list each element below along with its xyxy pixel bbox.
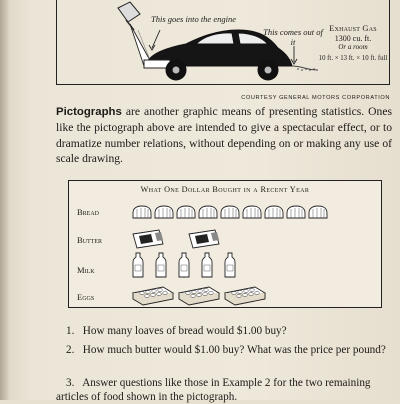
question-text: How many loaves of bread would $1.00 buy? xyxy=(82,325,287,337)
exhaust-room-dimensions: 10 ft. × 13 ft. × 10 ft. full xyxy=(318,54,388,62)
bread-loaf-icon xyxy=(221,206,239,218)
row-label-milk: Milk xyxy=(77,265,95,275)
gas-can-icon xyxy=(118,2,140,30)
milk-bottle-icon xyxy=(156,253,166,277)
butter-package-icon xyxy=(189,230,219,248)
exhaust-caption: This comes out of it xyxy=(263,27,323,47)
pictograph-figure xyxy=(68,180,382,308)
bread-loaf-icon xyxy=(287,206,305,218)
paragraph-text: are another graphic means of presenting statistics. Ones like the pictograph above are intended to give a spectacular effect, or to dramatize number relations, without depending on or making any use of scale drawing. xyxy=(56,105,392,166)
butter-package-icon xyxy=(133,230,163,248)
exhaust-gas-label xyxy=(318,24,388,63)
milk-bottle-icon xyxy=(133,253,143,277)
question-text: How much butter would $1.00 buy? What was the price per pound? xyxy=(82,344,386,356)
bread-loaf-icon xyxy=(177,206,195,218)
milk-bottle-icon xyxy=(225,253,235,277)
egg-carton-icon xyxy=(179,287,219,305)
row-label-eggs: Eggs xyxy=(77,292,95,302)
row-label-bread: Bread xyxy=(77,207,100,217)
bread-loaf-icon xyxy=(243,206,261,218)
question-text: Answer questions like those in Example 2 for the two remaining articles of food shown in the pictograph. xyxy=(56,377,371,404)
intake-caption: This goes into the engine xyxy=(151,14,236,24)
egg-carton-icon xyxy=(133,287,173,305)
bread-loaf-icon xyxy=(309,206,327,218)
body-paragraph xyxy=(56,104,392,167)
row-label-butter: Butter xyxy=(77,235,102,245)
exhaust-gas-title: Exhaust Gas xyxy=(329,23,377,33)
pictograph-title: What One Dollar Bought in a Recent Year xyxy=(140,185,310,194)
question-number: 2. xyxy=(66,344,75,356)
question-number: 1. xyxy=(66,325,75,337)
milk-bottle-icon xyxy=(179,253,189,277)
page-gutter-shadow xyxy=(0,0,10,400)
question-2 xyxy=(56,343,392,357)
exhaust-gas-volume: 1300 cu. ft. xyxy=(334,33,372,43)
bread-loaf-icon xyxy=(155,206,173,218)
egg-carton-icon xyxy=(225,287,265,305)
milk-bottle-icon xyxy=(202,253,212,277)
question-number: 3. xyxy=(66,377,75,389)
bread-loaf-icon xyxy=(133,206,151,218)
bread-loaf-icon xyxy=(265,206,283,218)
question-1 xyxy=(56,324,392,338)
pictograph-icons xyxy=(69,181,381,307)
term-pictographs: Pictographs xyxy=(56,106,122,118)
courtesy-credit: COURTESY GENERAL MOTORS CORPORATION xyxy=(241,95,390,101)
bread-loaf-icon xyxy=(199,206,217,218)
exhaust-room-note: Or a room xyxy=(338,43,368,51)
